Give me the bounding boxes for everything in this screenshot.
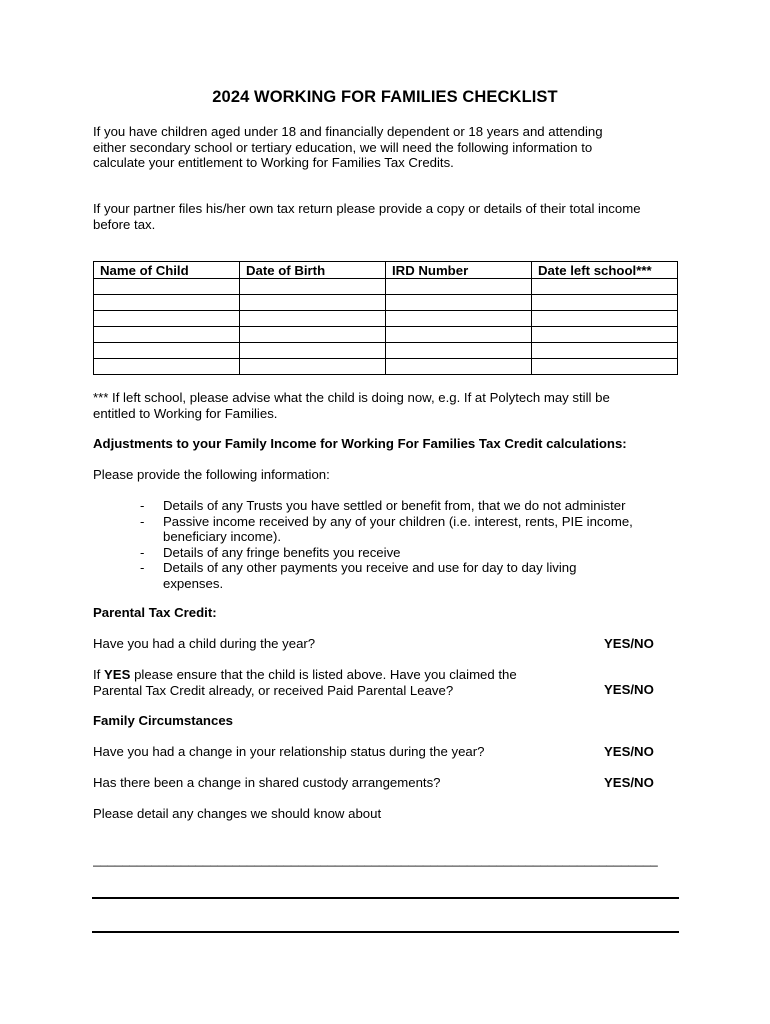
list-item-text: Details of any other payments you receive and use for day to day living xyxy=(163,560,577,575)
name-cell[interactable] xyxy=(94,327,240,343)
table-row xyxy=(94,359,678,375)
q2-prefix: If xyxy=(93,667,101,682)
parental-q1-yes-no[interactable]: YES/NO xyxy=(604,636,654,651)
dob-cell[interactable] xyxy=(240,359,386,375)
ird-cell[interactable] xyxy=(386,343,532,359)
list-item xyxy=(140,498,700,514)
adjustments-list xyxy=(140,498,700,591)
list-item-text: beneficiary income). xyxy=(163,529,282,544)
left-school-cell[interactable] xyxy=(532,279,678,295)
intro-line: either secondary school or tertiary education, we will need the following information to xyxy=(93,139,593,155)
dob-cell[interactable] xyxy=(240,343,386,359)
list-item-text: Details of any fringe benefits you receive xyxy=(163,544,401,560)
q2-yes-emphasis: YES xyxy=(104,667,131,682)
parental-q2-yes-no[interactable]: YES/NO xyxy=(604,682,654,697)
detail-answer-line-1[interactable]: _____________________________________________________________________________ xyxy=(93,852,658,867)
left-school-cell[interactable] xyxy=(532,343,678,359)
dob-cell[interactable] xyxy=(240,327,386,343)
name-cell[interactable] xyxy=(94,311,240,327)
bullet-dash: - xyxy=(140,513,145,529)
bullet-dash: - xyxy=(140,560,145,575)
q2-line2: Parental Tax Credit already, or received Paid Parental Leave? xyxy=(93,682,454,698)
family-q2-yes-no[interactable]: YES/NO xyxy=(604,775,654,790)
adjustments-prompt: Please provide the following information: xyxy=(93,467,330,482)
detail-answer-line-3[interactable] xyxy=(92,931,679,933)
adjustments-heading: Adjustments to your Family Income for Working For Families Tax Credit calculations: xyxy=(93,436,627,451)
table-row xyxy=(94,343,678,359)
parental-heading: Parental Tax Credit: xyxy=(93,605,217,620)
list-item-text: Details of any Trusts you have settled or benefit from, that we do not administer xyxy=(163,498,626,513)
left-school-cell[interactable] xyxy=(532,311,678,327)
intro-line: calculate your entitlement to Working for Families Tax Credits. xyxy=(93,155,454,170)
list-item xyxy=(140,545,700,561)
q2-line1-rest: please ensure that the child is listed above. Have you claimed the xyxy=(134,667,517,682)
ird-cell[interactable] xyxy=(386,311,532,327)
name-cell[interactable] xyxy=(94,343,240,359)
name-cell[interactable] xyxy=(94,295,240,311)
page-title: 2024 WORKING FOR FAMILIES CHECKLIST xyxy=(212,88,558,106)
left-school-cell[interactable] xyxy=(532,327,678,343)
left-school-cell[interactable] xyxy=(532,295,678,311)
ird-cell[interactable] xyxy=(386,295,532,311)
family-question-2: Has there been a change in shared custody arrangements? xyxy=(93,775,441,790)
bullet-dash: - xyxy=(140,544,145,560)
parental-question-1: Have you had a child during the year? xyxy=(93,636,316,651)
partner-paragraph xyxy=(93,201,693,232)
ird-cell[interactable] xyxy=(386,327,532,343)
list-item xyxy=(140,514,700,545)
list-item-text: expenses. xyxy=(163,575,224,591)
parental-question-2 xyxy=(93,667,693,698)
col-header-name: Name of Child xyxy=(94,262,240,279)
col-header-ird: IRD Number xyxy=(386,262,532,279)
family-q1-yes-no[interactable]: YES/NO xyxy=(604,744,654,759)
partner-line: If your partner files his/her own tax return please provide a copy or details of their total income xyxy=(93,201,641,216)
dob-cell[interactable] xyxy=(240,311,386,327)
name-cell[interactable] xyxy=(94,279,240,295)
family-heading: Family Circumstances xyxy=(93,713,233,728)
detail-answer-line-2[interactable] xyxy=(92,897,679,899)
ird-cell[interactable] xyxy=(386,279,532,295)
footnote-line: *** If left school, please advise what the child is doing now, e.g. If at Polytech may still be xyxy=(93,390,610,405)
table-row xyxy=(94,279,678,295)
list-item xyxy=(140,560,700,591)
intro-line: If you have children aged under 18 and financially dependent or 18 years and attending xyxy=(93,124,603,139)
children-table xyxy=(93,261,678,375)
footnote-line: entitled to Working for Families. xyxy=(93,405,278,421)
dob-cell[interactable] xyxy=(240,279,386,295)
intro-paragraph xyxy=(93,124,693,171)
name-cell[interactable] xyxy=(94,359,240,375)
list-item-text: Passive income received by any of your children (i.e. interest, rents, PIE income, xyxy=(163,513,633,529)
dob-cell[interactable] xyxy=(240,295,386,311)
footnote xyxy=(93,390,693,421)
left-school-cell[interactable] xyxy=(532,359,678,375)
table-row xyxy=(94,311,678,327)
partner-line: before tax. xyxy=(93,216,156,232)
table-row xyxy=(94,327,678,343)
col-header-date-left-school: Date left school*** xyxy=(532,262,678,279)
col-header-dob: Date of Birth xyxy=(240,262,386,279)
ird-cell[interactable] xyxy=(386,359,532,375)
table-header-row xyxy=(94,262,678,279)
bullet-dash: - xyxy=(140,498,145,513)
detail-prompt: Please detail any changes we should know about xyxy=(93,806,382,821)
family-question-1: Have you had a change in your relationship status during the year? xyxy=(93,744,485,759)
table-row xyxy=(94,295,678,311)
